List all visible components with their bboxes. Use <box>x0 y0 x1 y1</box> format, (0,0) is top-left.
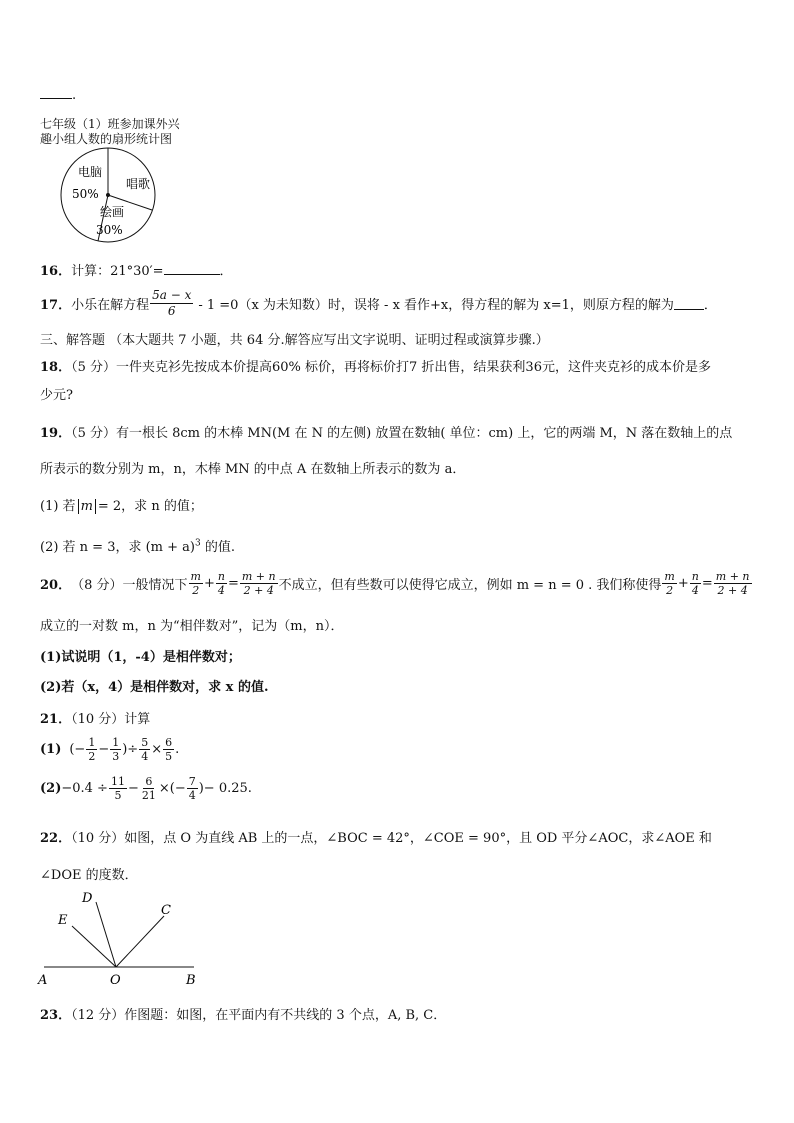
fraction-denominator: 2 + 4 <box>243 584 274 597</box>
fraction-numerator: n <box>691 570 699 583</box>
question-text-cont: 不成立，但有些数可以使得它成立，例如 m = n = 0 . 我们称使得 <box>278 578 662 593</box>
minus-sign: − <box>127 781 139 796</box>
pie-slice-label-drawing: 绘画 <box>100 205 125 219</box>
fraction-numerator: 11 <box>110 775 125 788</box>
question-19-sub2 <box>40 536 235 555</box>
sub-question-label: (2) <box>40 781 62 796</box>
fraction-numerator: n <box>217 570 225 583</box>
expression-end: − 0.25 <box>203 781 248 796</box>
fraction <box>240 570 278 597</box>
question-text: 一件夹克衫先按成本价提高60% 标价，再将标价打7 折出售，结果获利36元，这件夹克衫的成本价是多 <box>116 360 711 375</box>
question-21-sub1 <box>40 736 179 763</box>
question-score: （8 分） <box>71 578 123 593</box>
fraction <box>187 775 198 802</box>
plus-sign: + <box>203 576 215 591</box>
point-label-d: D <box>82 891 93 906</box>
question-score: （10 分） <box>71 712 125 727</box>
fraction-denominator: 2 <box>666 584 674 597</box>
question-text: 计算 <box>124 712 151 727</box>
fraction-denominator: 3 <box>112 750 120 763</box>
question-number: 17． <box>40 298 72 313</box>
question-score: （5 分） <box>71 360 116 375</box>
question-text: 有一根长 8cm 的木棒 MN(M 在 N 的左侧) 放置在数轴( 单位：cm) 上，它的两端 M，N 落在数轴上的点 <box>116 426 733 441</box>
pie-slice-label-singing: 唱歌 <box>126 177 151 191</box>
pie-chart <box>50 148 170 248</box>
fraction-denominator: 2 <box>88 750 96 763</box>
question-text: 作图题：如图，在平面内有不共线的 3 个点，A, B, C． <box>124 1008 447 1023</box>
fraction-denominator: 4 <box>691 584 699 597</box>
point-label-b: B <box>186 973 196 988</box>
fraction <box>139 736 150 763</box>
question-end: ． <box>703 298 717 313</box>
pie-title-line2: 趣小组人数的扇形统计图 <box>40 132 173 146</box>
pie-slice-percent-drawing: 30% <box>96 223 123 237</box>
paren-close: ) <box>198 781 204 796</box>
question-number: 22． <box>40 831 72 846</box>
question-19-line1 <box>40 422 732 441</box>
fraction-numerator: m <box>190 570 201 583</box>
times-paren: ×(− <box>158 781 186 796</box>
question-number: 21． <box>40 712 72 727</box>
blank-end: . <box>72 88 77 103</box>
fraction <box>163 736 174 763</box>
fraction <box>110 736 121 763</box>
pie-center-dot <box>106 193 110 197</box>
minus-sign: − <box>98 742 110 757</box>
question-21-sub2 <box>40 775 252 802</box>
point-label-e: E <box>58 913 68 928</box>
question-22-line2: ∠DOE 的度数． <box>40 868 138 883</box>
fraction-denominator: 2 + 4 <box>717 584 748 597</box>
fraction <box>86 736 97 763</box>
top-answer-blank <box>40 86 76 103</box>
question-text: 小乐在解方程 <box>71 298 150 313</box>
question-number: 20． <box>40 578 72 593</box>
sub-question-text: (2) 若 n = 3，求 (m + a) <box>40 540 195 555</box>
fraction-numerator: m + n <box>241 570 276 583</box>
period: . <box>247 781 252 796</box>
equals-sign: = <box>701 576 713 591</box>
fraction-denominator: 5 <box>114 789 122 802</box>
fraction-denominator: 4 <box>217 584 225 597</box>
abs-variable: m <box>80 499 93 514</box>
fraction-denominator: 6 <box>167 304 176 318</box>
fraction-denominator: 5 <box>165 750 173 763</box>
question-20-sub2: (2)若（x，4）是相伴数对，求 x 的值. <box>40 680 269 695</box>
fraction <box>140 775 158 802</box>
question-number: 23． <box>40 1008 72 1023</box>
fraction-numerator: 1 <box>88 736 96 749</box>
exponent: 3 <box>195 538 201 549</box>
fraction-numerator: 7 <box>188 775 196 788</box>
pie-slice-percent-computer: 50% <box>72 187 99 201</box>
paren-close-divide: )÷ <box>122 742 139 757</box>
fraction-numerator: 6 <box>145 775 153 788</box>
question-text: 如图，点 O 为直线 AB 上的一点，∠BOC = 42°，∠COE = 90°，且 OD 平分∠AOC，求∠AOE 和 <box>124 831 712 846</box>
question-20-line1 <box>40 570 753 597</box>
fraction-numerator: m + n <box>715 570 750 583</box>
question-number: 19． <box>40 426 72 441</box>
fraction-numerator: 5 <box>141 736 149 749</box>
question-18-line2: 少元? <box>40 388 73 403</box>
fraction <box>189 570 203 597</box>
section-heading: 三、解答题 （本大题共 7 小题，共 64 分.解答应写出文字说明、证明过程或演算步骤.） <box>40 333 549 348</box>
question-number: 18． <box>40 360 72 375</box>
question-number: 16． <box>40 264 72 279</box>
fraction <box>662 570 676 597</box>
paren-open: (− <box>69 742 86 757</box>
point-label-a: A <box>38 973 48 988</box>
pie-title-line1: 七年级（1）班参加课外兴 <box>40 117 180 131</box>
sub-question-text-cont: = 2，求 n 的值； <box>97 499 203 514</box>
question-18-line1 <box>40 356 711 375</box>
question-20-sub1: (1)试说明（1，-4）是相伴数对； <box>40 650 241 665</box>
fraction <box>150 288 193 319</box>
point-label-o: O <box>110 973 121 988</box>
question-22-line1 <box>40 827 712 846</box>
times-sign: × <box>151 742 163 757</box>
question-21-title <box>40 708 150 727</box>
question-text-cont: - 1 =0（x 为未知数）时，误将 - x 看作+x，得方程的解为 x=1，则原方程的解为 <box>198 298 674 313</box>
question-16 <box>40 260 233 279</box>
fraction-denominator: 4 <box>141 750 149 763</box>
question-score: （5 分） <box>71 426 116 441</box>
fraction-denominator: 21 <box>141 789 156 802</box>
expression-start: −0.4 ÷ <box>61 781 108 796</box>
angle-diagram <box>36 888 216 988</box>
fraction-denominator: 4 <box>188 789 196 802</box>
fraction-numerator: 6 <box>165 736 173 749</box>
fraction <box>690 570 701 597</box>
fraction-numerator: 5a − x <box>152 288 192 302</box>
fraction <box>109 775 127 802</box>
question-19-line2: 所表示的数分别为 m，n，木棒 MN 的中点 A 在数轴上所表示的数为 a． <box>40 462 466 477</box>
question-20-line2: 成立的一对数 m，n 为“相伴数对”，记为（m，n）． <box>40 619 344 634</box>
ray-oc <box>116 916 164 967</box>
point-label-c: C <box>161 903 171 918</box>
absolute-value <box>78 499 96 514</box>
sub-question-text: (1) 若 <box>40 499 76 514</box>
plus-sign: + <box>677 576 689 591</box>
question-score: （10 分） <box>71 831 125 846</box>
fraction-numerator: 1 <box>112 736 120 749</box>
sub-question-text-cont: 的值. <box>200 540 235 555</box>
answer-blank <box>164 262 220 275</box>
question-end: ． <box>219 264 233 279</box>
period: . <box>175 742 180 757</box>
question-score: （12 分） <box>71 1008 125 1023</box>
fraction <box>216 570 227 597</box>
question-19-sub1 <box>40 495 203 514</box>
fraction-numerator: m <box>664 570 675 583</box>
sub-question-label: (1) <box>40 742 62 757</box>
equals-sign: = <box>227 576 239 591</box>
question-23 <box>40 1004 446 1023</box>
question-text: 一般情况下 <box>122 578 188 593</box>
question-17 <box>40 288 717 319</box>
question-text: 计算：21°30′= <box>71 264 164 279</box>
fraction-denominator: 2 <box>192 584 200 597</box>
pie-slice-label-computer: 电脑 <box>78 165 103 179</box>
fraction <box>714 570 752 597</box>
answer-blank <box>674 297 704 310</box>
